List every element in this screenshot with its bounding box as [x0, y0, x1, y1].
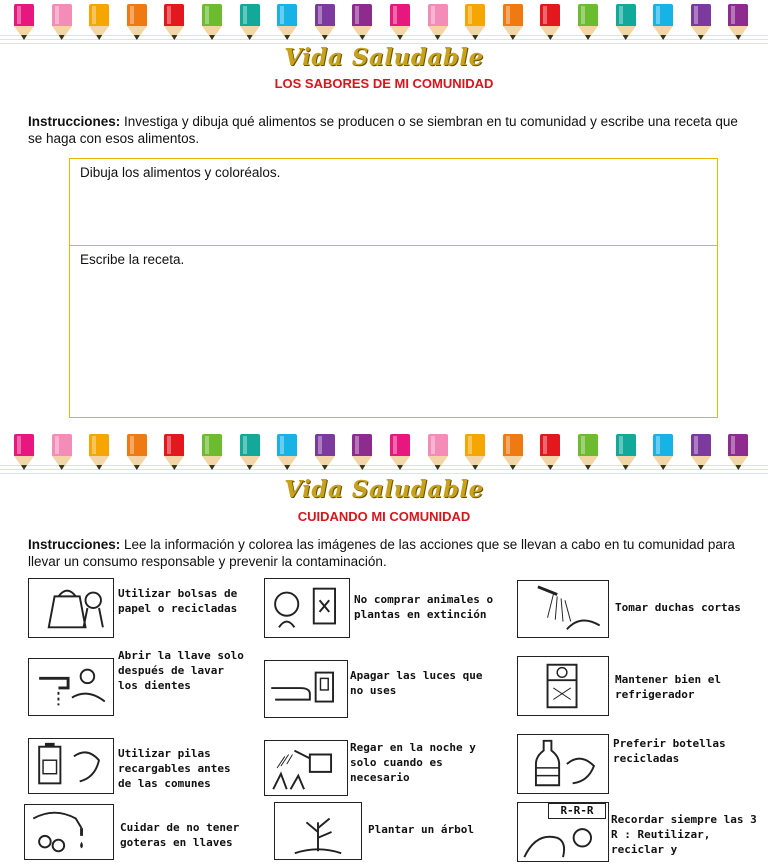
- pencil-icon: [503, 434, 523, 472]
- instructions-text: Investiga y dibuja qué alimentos se producen o se siembran en tu comunidad y escribe una receta que se haga con esos alimentos.: [28, 114, 738, 146]
- action-watering: [264, 738, 504, 798]
- recipe-label: Escribe la receta.: [80, 252, 185, 267]
- action-text: No comprar animales o plantas en extinción: [354, 593, 494, 621]
- pencil-icon: [52, 4, 72, 42]
- pencil-border-top: [0, 0, 768, 46]
- pencil-icon: [277, 4, 297, 42]
- action-refrigerator: [517, 656, 762, 718]
- pencil-icon: [691, 434, 711, 472]
- action-paper-bag: [28, 578, 238, 640]
- pencil-icon: [202, 434, 222, 472]
- pencil-icon: [428, 4, 448, 42]
- light-switch-icon: [264, 660, 348, 718]
- pencil-icon: [653, 4, 673, 42]
- pencil-icon: [277, 434, 297, 472]
- action-text: Recordar siempre las 3 R : Reutilizar, reciclar y: [611, 813, 757, 856]
- action-shower: [517, 580, 762, 640]
- pencil-icon: [691, 4, 711, 42]
- pencil-border-middle: [0, 430, 768, 476]
- instructions-label: Instrucciones:: [28, 537, 121, 552]
- rrr-sign: R-R-R: [548, 803, 606, 819]
- pencil-icon: [653, 434, 673, 472]
- section-subtitle: CUIDANDO MI COMUNIDAD: [297, 509, 471, 524]
- pencil-icon: [465, 434, 485, 472]
- pencil-icon: [428, 434, 448, 472]
- action-text: Apagar las luces que no uses: [350, 669, 483, 697]
- pencil-icon: [127, 4, 147, 42]
- pencil-icon: [616, 434, 636, 472]
- battery-icon: [28, 738, 114, 794]
- paper-bag-icon: [28, 578, 114, 638]
- pencil-icon: [728, 4, 748, 42]
- pencil-icon: [240, 4, 260, 42]
- pencil-icon: [164, 4, 184, 42]
- action-tree: [274, 802, 494, 862]
- action-rrr: [517, 802, 762, 864]
- action-text: Mantener bien el refrigerador: [615, 673, 721, 701]
- action-animal-plant: [264, 578, 504, 640]
- action-bottle: [517, 734, 762, 796]
- watering-can-icon: [264, 740, 348, 796]
- shower-icon: [517, 580, 609, 638]
- instructions: [28, 113, 748, 147]
- draw-food-box[interactable]: [69, 158, 718, 246]
- pencil-icon: [315, 4, 335, 42]
- pencil-icon: [540, 434, 560, 472]
- pencil-icon: [616, 4, 636, 42]
- action-text: Utilizar bolsas de papel o recicladas: [118, 587, 238, 615]
- brand-title: Vida Saludable: [284, 476, 484, 503]
- pencil-icon: [52, 434, 72, 472]
- pencil-icon: [164, 434, 184, 472]
- animal-plant-icon: [264, 578, 350, 638]
- instructions-text: Lee la información y colorea las imágenes de las acciones que se llevan a cabo en tu comunidad para llevar un consumo responsable y prevenir la contaminación.: [28, 537, 735, 569]
- instructions: [28, 536, 748, 570]
- action-text: Cuidar de no tener goteras en llaves: [120, 821, 240, 849]
- rrr-icon: [517, 802, 609, 862]
- tree-icon: [274, 802, 362, 860]
- pencil-icon: [315, 434, 335, 472]
- action-text: Utilizar pilas recargables antes de las comunes: [118, 747, 231, 790]
- action-light-switch: [264, 656, 504, 718]
- pencil-icon: [465, 4, 485, 42]
- brand-title: Vida Saludable: [284, 44, 484, 71]
- refrigerator-icon: [517, 656, 609, 716]
- action-dripping-tap: [24, 804, 254, 862]
- pencil-icon: [503, 4, 523, 42]
- pencil-icon: [540, 4, 560, 42]
- draw-food-label: Dibuja los alimentos y coloréalos.: [80, 165, 281, 180]
- pencil-icon: [127, 434, 147, 472]
- action-text: Tomar duchas cortas: [615, 601, 741, 614]
- pencil-icon: [202, 4, 222, 42]
- action-text: Regar en la noche y solo cuando es necesario: [350, 741, 476, 784]
- dripping-tap-icon: [24, 804, 114, 860]
- pencil-icon: [89, 434, 109, 472]
- pencil-icon: [352, 434, 372, 472]
- pencil-icon: [390, 4, 410, 42]
- action-text: Preferir botellas recicladas: [613, 737, 726, 765]
- pencil-icon: [578, 434, 598, 472]
- pencil-icon: [578, 4, 598, 42]
- pencil-icon: [14, 4, 34, 42]
- pencil-icon: [352, 4, 372, 42]
- instructions-label: Instrucciones:: [28, 114, 121, 129]
- action-text: Abrir la llave solo después de lavar los dientes: [118, 649, 244, 692]
- bottle-icon: [517, 734, 609, 794]
- pencil-icon: [89, 4, 109, 42]
- pencil-icon: [240, 434, 260, 472]
- action-text: Plantar un árbol: [368, 823, 474, 836]
- action-faucet: [28, 648, 248, 718]
- pencil-icon: [14, 434, 34, 472]
- faucet-icon: [28, 658, 114, 716]
- action-battery: [28, 738, 248, 798]
- section-subtitle: LOS SABORES DE MI COMUNIDAD: [274, 76, 494, 91]
- recipe-box[interactable]: [69, 245, 718, 418]
- pencil-icon: [728, 434, 748, 472]
- pencil-icon: [390, 434, 410, 472]
